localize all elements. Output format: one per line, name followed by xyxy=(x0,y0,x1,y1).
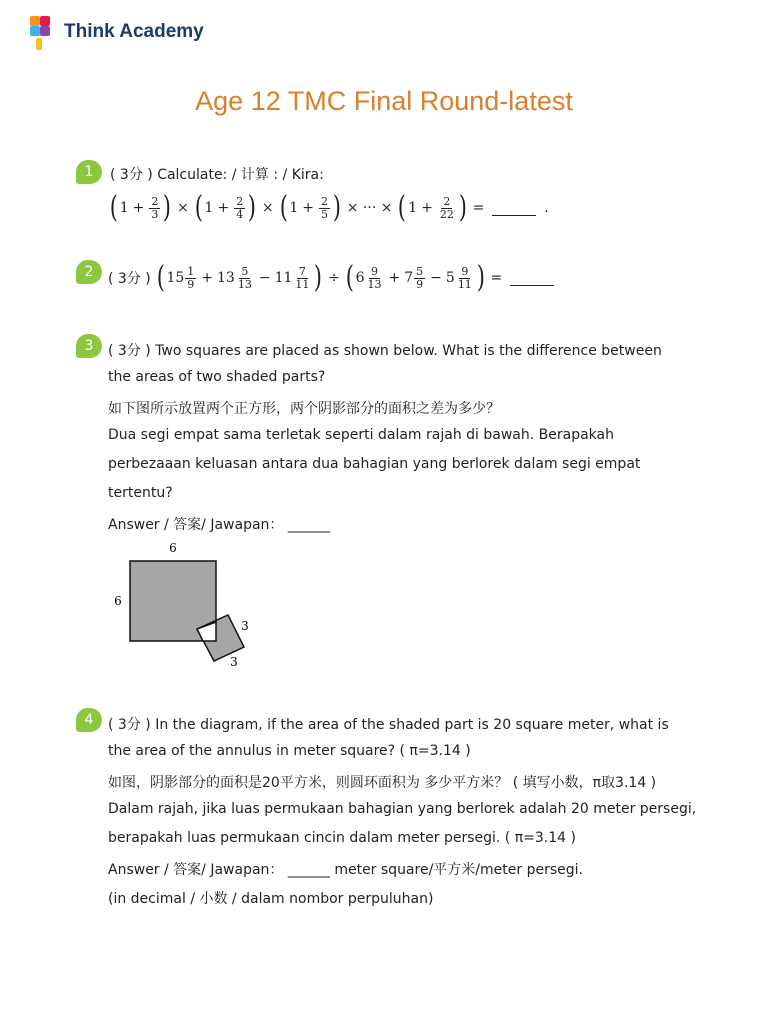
question-1-expression: ( 1 + $\frac{2}{3}$ ) × ( 1 + $\frac{2}{4}$ ) × ( 1 + $\frac{2}{5}$ ) × ··· × ( 1 + $\frac{2}{22}$ ) = . xyxy=(109,190,549,225)
logo-text: Think Academy xyxy=(64,21,204,42)
page-title: Age 12 TMC Final Round-latest xyxy=(195,86,573,116)
fraction: $\frac{5}{13}$ xyxy=(237,264,252,291)
question-number-badge: 1 xyxy=(76,160,102,184)
question-score: ( 3分 ) xyxy=(108,343,151,359)
answer-line: Answer / 答案/ Jawapan： ______ xyxy=(108,517,330,533)
two-squares-diagram xyxy=(108,536,268,676)
fraction: $\frac{5}{9}$ xyxy=(416,264,424,291)
think-academy-logo xyxy=(28,12,204,52)
question-score: ( 3分 ) xyxy=(108,717,151,733)
answer-note: (in decimal / 小数 / dalam nombor perpuluhan) xyxy=(108,891,434,907)
question-text: the areas of two shaded parts? xyxy=(108,369,326,385)
question-number-badge: 4 xyxy=(76,708,102,732)
answer-blank[interactable] xyxy=(492,201,536,216)
question-text: Calculate: / 计算 : / Kira: xyxy=(157,167,324,183)
question-text: Two squares are placed as shown below. What is the difference between xyxy=(155,343,662,359)
question-2-expression: ( 3分 ) ( 15 $\frac{1}{9}$ + 13 $\frac{5}{13}$ − 11 $\frac{7}{11}$ ) ÷ ( 6 $\frac{9}{13}$ + 7 $\frac{5}{9}$ − 5 $\frac{9}{11}$ ) = xyxy=(108,260,558,296)
fraction: $\frac{2}{4}$ xyxy=(236,194,244,221)
fraction: $\frac{2}{22}$ xyxy=(439,194,454,221)
answer-blank[interactable] xyxy=(510,271,554,286)
logo-mark-icon xyxy=(28,12,58,52)
fraction: $\frac{9}{11}$ xyxy=(457,264,472,291)
big-square-top-label: 6 xyxy=(169,541,177,555)
small-square-bottom-label: 3 xyxy=(230,655,238,669)
fraction: $\frac{7}{11}$ xyxy=(295,264,310,291)
question-text: the area of the annulus in meter square? ( π=3.14 ) xyxy=(108,743,471,759)
question-number-badge: 3 xyxy=(76,334,102,358)
question-text: 如下图所示放置两个正方形，两个阴影部分的面积之差为多少？ xyxy=(108,401,500,417)
question-text: tertentu? xyxy=(108,485,173,501)
two-squares-figure xyxy=(108,536,268,680)
fraction: $\frac{2}{3}$ xyxy=(151,194,159,221)
question-text: perbezaaan keluasan antara dua bahagian yang berlorek dalam segi empat xyxy=(108,456,641,472)
question-text: Dalam rajah, jika luas permukaan bahagian yang berlorek adalah 20 meter persegi, xyxy=(108,801,697,817)
question-text: In the diagram, if the area of the shaded part is 20 square meter, what is xyxy=(155,717,669,733)
small-square-right-label: 3 xyxy=(241,619,249,633)
fraction: $\frac{9}{13}$ xyxy=(367,264,382,291)
question-score: ( 3分 ) xyxy=(108,271,151,287)
question-prompt xyxy=(108,340,662,360)
answer-line: Answer / 答案/ Jawapan： ______ meter square/平方米/meter persegi. xyxy=(108,862,583,878)
question-prompt xyxy=(110,164,324,184)
question-text: Dua segi empat sama terletak seperti dalam rajah di bawah. Berapakah xyxy=(108,427,614,443)
big-square-left-label: 6 xyxy=(114,594,122,608)
fraction: $\frac{2}{5}$ xyxy=(321,194,329,221)
question-text: berapakah luas permukaan cincin dalam meter persegi. ( π=3.14 ) xyxy=(108,830,576,846)
question-score: ( 3分 ) xyxy=(110,167,153,183)
fraction: $\frac{1}{9}$ xyxy=(187,264,195,291)
question-number-badge: 2 xyxy=(76,260,102,284)
question-prompt xyxy=(108,714,669,734)
question-text: 如图，阴影部分的面积是20平方米，则圆环面积为 多少平方米？ ( 填写小数，π取3.14 ) xyxy=(108,775,657,791)
